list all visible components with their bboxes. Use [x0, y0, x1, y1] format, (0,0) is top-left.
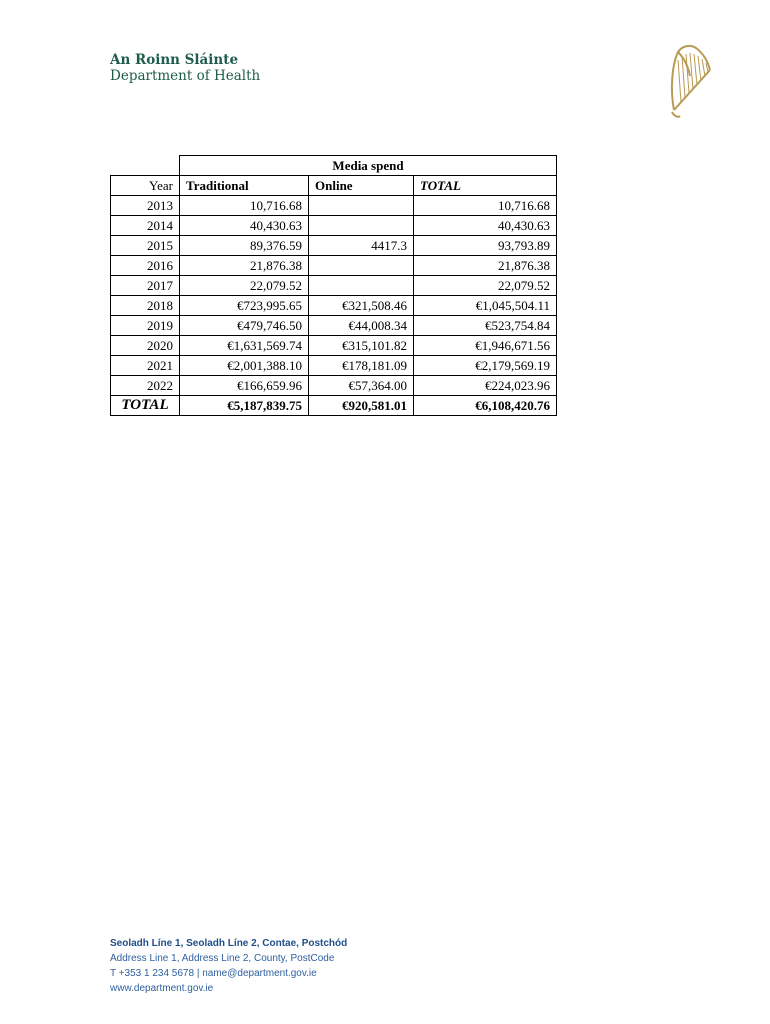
total-cell: 93,793.89: [414, 236, 557, 256]
online-cell: €315,101.82: [309, 336, 414, 356]
year-cell: 2018: [111, 296, 180, 316]
total-cell: €2,179,569.19: [414, 356, 557, 376]
traditional-cell: 40,430.63: [180, 216, 309, 236]
online-cell: [309, 216, 414, 236]
year-cell: 2019: [111, 316, 180, 336]
footer-address-english: Address Line 1, Address Line 2, County, PostCode: [110, 953, 335, 964]
traditional-cell: 89,376.59: [180, 236, 309, 256]
total-cell: €1,045,504.11: [414, 296, 557, 316]
traditional-cell: €723,995.65: [180, 296, 309, 316]
online-cell: 4417.3: [309, 236, 414, 256]
online-cell: €321,508.46: [309, 296, 414, 316]
table-row: [111, 196, 557, 216]
department-header: [110, 52, 260, 84]
total-cell: 10,716.68: [414, 196, 557, 216]
traditional-cell: €1,631,569.74: [180, 336, 309, 356]
total-row: [111, 396, 557, 416]
total-cell: €1,946,671.56: [414, 336, 557, 356]
column-header-online: Online: [309, 176, 414, 196]
traditional-total: €5,187,839.75: [180, 396, 309, 416]
media-spend-table: [110, 155, 557, 416]
department-name-english: Department of Health: [110, 68, 261, 84]
column-header-row: [111, 176, 557, 196]
traditional-cell: 22,079.52: [180, 276, 309, 296]
column-header-year: Year: [111, 176, 180, 196]
year-cell: 2017: [111, 276, 180, 296]
traditional-cell: €2,001,388.10: [180, 356, 309, 376]
year-cell: 2020: [111, 336, 180, 356]
table-row: [111, 236, 557, 256]
footer-website-link[interactable]: www.department.gov.ie: [110, 983, 214, 994]
total-cell: 22,079.52: [414, 276, 557, 296]
online-total: €920,581.01: [309, 396, 414, 416]
column-header-total: TOTAL: [414, 176, 557, 196]
online-cell: €44,008.34: [309, 316, 414, 336]
total-cell: 21,876.38: [414, 256, 557, 276]
online-cell: [309, 256, 414, 276]
traditional-cell: €479,746.50: [180, 316, 309, 336]
year-cell: 2016: [111, 256, 180, 276]
online-cell: [309, 196, 414, 216]
table-row: [111, 276, 557, 296]
footer-address: [110, 936, 347, 996]
total-label: TOTAL: [111, 396, 180, 416]
table-row: [111, 316, 557, 336]
table-row: [111, 356, 557, 376]
table-row: [111, 216, 557, 236]
grand-total: €6,108,420.76: [414, 396, 557, 416]
table-row: [111, 256, 557, 276]
online-cell: €178,181.09: [309, 356, 414, 376]
footer-contact: T +353 1 234 5678 | name@department.gov.ie: [110, 968, 317, 979]
total-cell: €523,754.84: [414, 316, 557, 336]
traditional-cell: 10,716.68: [180, 196, 309, 216]
column-header-traditional: Traditional: [180, 176, 309, 196]
table-row: [111, 336, 557, 356]
total-cell: 40,430.63: [414, 216, 557, 236]
media-spend-header: Media spend: [180, 156, 557, 176]
total-cell: €224,023.96: [414, 376, 557, 396]
year-cell: 2021: [111, 356, 180, 376]
traditional-cell: 21,876.38: [180, 256, 309, 276]
table-row: [111, 376, 557, 396]
year-cell: 2014: [111, 216, 180, 236]
group-header-row: [111, 156, 557, 176]
year-cell: 2022: [111, 376, 180, 396]
department-name-irish: An Roinn Sláinte: [110, 52, 239, 68]
footer-address-irish: Seoladh Líne 1, Seoladh Líne 2, Contae, Postchód: [110, 938, 348, 949]
year-cell: 2015: [111, 236, 180, 256]
year-cell: 2013: [111, 196, 180, 216]
harp-emblem-icon: [664, 40, 714, 120]
traditional-cell: €166,659.96: [180, 376, 309, 396]
online-cell: €57,364.00: [309, 376, 414, 396]
table-row: [111, 296, 557, 316]
online-cell: [309, 276, 414, 296]
